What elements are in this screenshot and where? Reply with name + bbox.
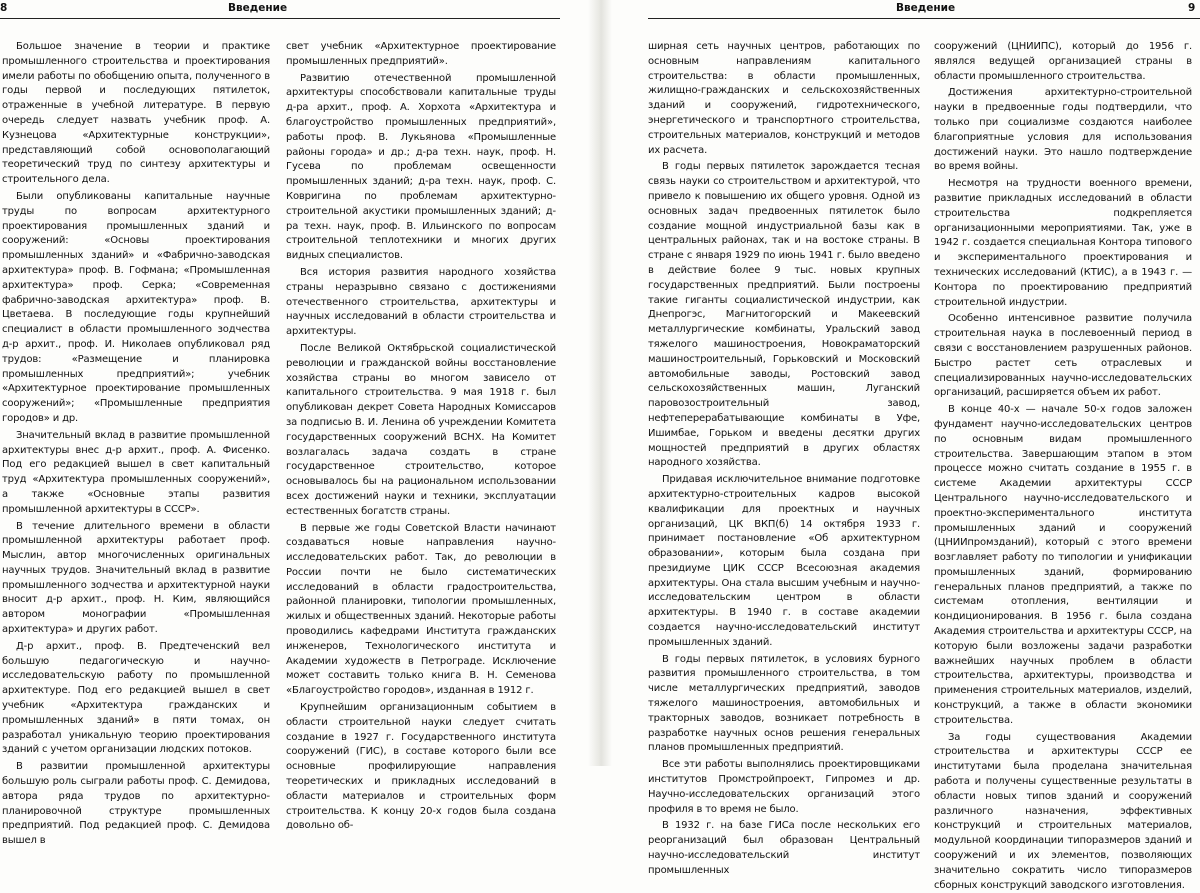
paragraph: Крупнейшим организационным событием в области строительной науки следует считать создание в 1927 г. Государственного института сооружений (ГИС), в составе которого были все основные профилирующие направления теоретических и прикладных исследований в области материалов и строительных форм строительства. К концу 20-х годов была создана довольно об- <box>286 702 556 832</box>
paragraph: Были опубликованы капитальные научные труды по вопросам архитектурного проектирования промышленных зданий и сооружений: «Основы проектирования промышленных зданий» и «Фабрично-заводская архитектура» проф. В. Гофмана; «Промышленная архитектура» проф. Серка; «Современная фабрично-заводская архитектура» проф. В. Цветаева. В последующие годы крупнейший специалист в области промышленного зодчества д-р архит., проф. И. Николаев опубликовал ряд трудов: «Размещение и планировка промышленных предприятий»; учебник «Архитектурное проектирование промышленных сооружений»; «Промышленные предприятия городов» и др. <box>2 190 270 424</box>
paragraph: В годы первых пятилеток зарождается тесная связь науки со строительством и архитектурой, что привело к повышению их общего уровня. Одной из основных задач предвоенных пятилеток было создание мощной индустриальной базы как в центральных районах, так и на востоке страны. В стране с января 1929 по июнь 1941 г. было введено в действие более 9 тыс. новых крупных государственных предприятий. Были построены такие гиганты социалистической индустрии, как Днепрогэс, Магнитогорский и Макеевский металлургические комбинаты, Уральский завод тяжелого машиностроения, Новокраматорский машиностроительный, Горьковский и Московский автомобильные заводы, Ростовский завод сельскохозяйственных машин, Луганский паровозостроительный завод, нефтеперерабатывающие комбинаты в Уфе, Ишимбае, Горьком и введены десятки других мощностей предприятий в других областях народного хозяйства. <box>648 161 920 469</box>
paragraph: Особенно интенсивное развитие получила строительная наука в послевоенный период в связи с восстановлением разрушенных районов. Быстро растет сеть отраслевых и специализированных научно-исследовательских организаций, расширяется объем их работ. <box>934 313 1192 399</box>
paragraph: В течение длительного времени в области промышленной архитектуры работает проф. Мыслин, автор многочисленных оригинальных научных трудов. Значительный вклад в развитие промышленного зодчества и архитектурной науки вносит д-р архит., проф. Н. Ким, являющийся автором монографии «Промышленная архитектура» и других работ. <box>2 520 270 636</box>
header-rule <box>648 18 1200 19</box>
paragraph: За годы существования Академии строительства и архитектуры СССР ее институтами была проделана значительная работа и получены существенные результаты в области новых типов зданий и сооружений различного назначения, эффективных конструкций и строительных материалов, модульной координации типоразмеров зданий и сооружений и их элементов, позволяющих значительно сократить число типоразмеров сборных конструкций заводского изготовления. <box>934 731 1192 891</box>
book-gutter <box>588 0 612 766</box>
paragraph: Вся история развития народного хозяйства страны неразрывно связано с достижениями отечественного строительства, архитектуры и научных исследований в области строительства и архитектуры. <box>286 266 556 338</box>
paragraph: свет учебник «Архитектурное проектирование промышленных предприятий». <box>286 41 556 67</box>
paragraph: Большое значение в теории и практике промышленного строительства и проектирования имели работы по обобщению опыта, полученного в годы первой и последующих пятилеток, отраженные в учебной литературе. В первую очередь следует назвать учебник проф. А. Кузнецова «Архитектурные конструкции», представляющий собой основополагающий теоретический труд по синтезу архитектуры и строительного дела. <box>2 41 270 186</box>
header-rule <box>0 18 560 19</box>
paragraph: Несмотря на трудности военного времени, развитие прикладных исследований в области строительства подкрепляется организационными мероприятиями. Так, уже в 1942 г. создается специальная Контора типового и экспериментального проектирования и технических исследований (КТИС), а в 1943 г. — Контора по проектированию предприятий строительной индустрии. <box>934 178 1192 308</box>
running-head: Введение <box>228 2 288 14</box>
paragraph: Развитию отечественной промышленной архитектуры способствовали капитальные труды д-ра архит., проф. А. Хорхота «Архитектура и благоустройство промышленных предприятий», работы проф. В. Лукьянова «Промышленные районы города» и др.; д-ра техн. наук, проф. Н. Гусева по проблемам освещенности промышленных зданий; д-ра техн. наук, проф. С. Ковригина по проблемам архитектурно-строительной акустики промышленных зданий; д-ра техн. наук, проф. В. Ильинского по вопросам строительной теплотехники и многих других видных специалистов. <box>286 72 556 262</box>
right-page <box>612 0 1200 891</box>
paragraph: В конце 40-х — начале 50-х годов заложен фундамент научно-исследовательских центров по основным видам промышленного строительства. Завершающим этапом в этом процессе можно считать создание в 1955 г. в системе Академии архитектуры СССР Центрального научно-исследовательского и проектно-экспериментального института промышленных зданий и сооружений (ЦНИИпромзданий), который с этого времени возглавляет работу по типологии и унификации промышленных зданий, формированию генеральных планов предприятий, а также по системам отопления, вентиляции и кондиционирования. В 1956 г. была создана Академия строительства и архитектуры СССР, на которую были возложены задачи разработки важнейших научных проблем в области строительства, архитектуры, производства и применения строительных материалов, изделий, конструкций, а также в области экономики строительства. <box>934 404 1192 726</box>
paragraph: В развитии промышленной архитектуры большую роль сыграли работы проф. С. Демидова, автора ряда трудов по архитектурно-планировочной структуре промышленных предприятий. Под редакцией проф. С. Демидова вышел в <box>2 761 270 847</box>
paragraph: сооружений (ЦНИИПС), который до 1956 г. являлся ведущей организацией страны в области промышленного строительства. <box>934 41 1192 82</box>
text-column-right <box>286 40 556 832</box>
text-column-left <box>2 40 270 847</box>
paragraph: Достижения архитектурно-строительной науки в предвоенные годы подтвердили, что только при социализме создаются наиболее благоприятные условия для использования достижений науки. Это нашло подтверждение во время войны. <box>934 87 1192 173</box>
text-column-right <box>934 40 1192 891</box>
page-number: 9 <box>1188 2 1196 14</box>
paragraph: Придавая исключительное внимание подготовке архитектурно-строительных кадров высокой квалификации для проектных и научных организаций, ЦК ВКП(б) 14 октября 1933 г. принимает постановление «Об архитектурном образовании», которым была создана при президиуме ЦИК СССР Всесоюзная академия архитектуры. Она стала высшим учебным и научно-исследовательским центром в области архитектуры. В 1940 г. в составе академии создается научно-исследовательский институт промышленных зданий. <box>648 474 920 648</box>
paragraph: Значительный вклад в развитие промышленной архитектуры внес д-р архит., проф. А. Фисенко. Под его редакцией вышел в свет капитальный труд «Архитектура промышленных сооружений», а также «Основные этапы развития промышленной архитектуры в СССР». <box>2 429 270 515</box>
text-column-left <box>648 40 920 876</box>
paragraph: ширная сеть научных центров, работающих по основным направлениям капитального строительства: в области промышленных, жилищно-гражданских и сельскохозяйственных зданий и сооружений, гидротехнического, энергетического и транспортного строительства, строительных материалов, конструкций и методов их расчета. <box>648 41 920 156</box>
paragraph: В первые же годы Советской Власти начинают создаваться новые направления научно-исследовательских работ. Так, до революции в России почти не было систематических исследований в области градостроительства, районной планировки, типологии промышленных, жилых и общественных зданий. Некоторые работы проводились кафедрами Института гражданских инженеров, Технологического института и Академии художеств в Петрограде. Исключение может составить только книга В. Н. Семенова «Благоустройство городов», изданная в 1912 г. <box>286 522 556 697</box>
paragraph: В годы первых пятилеток, в условиях бурного развития промышленного строительства, в том числе металлургических предприятий, заводов тяжелого машиностроения, автомобильных и тракторных заводов, возникает потребность в разработке научных основ решения генеральных планов промышленных предприятий. <box>648 653 920 754</box>
paragraph: Д-р архит., проф. В. Предтеченский вел большую педагогическую и научно-исследовательскую работу по промышленной архитектуре. Под его редакцией вышел в свет учебник «Архитектура гражданских и промышленных зданий» в пяти томах, он разработал уникальную теорию проектирования зданий с учетом организации людских потоков. <box>2 640 270 756</box>
page-number: 8 <box>0 2 8 14</box>
running-head: Введение <box>896 2 956 14</box>
paragraph: Все эти работы выполнялись проектировщиками институтов Промстройпроект, Гипромез и др. Научно-исследовательских организаций этого профиля в то время не было. <box>648 759 920 815</box>
paragraph: В 1932 г. на базе ГИСа после нескольких его реорганизаций был образован Центральный научно-исследовательский институт промышленных <box>648 820 920 876</box>
paragraph: После Великой Октябрьской социалистической революции и гражданской войны восстановление хозяйства страны во многом зависело от капитального строительства. 9 мая 1918 г. был опубликован декрет Совета Народных Комиссаров за подписью В. И. Ленина об учреждении Комитета государственных сооружений ВСНХ. На Комитет возлагалась задача создать в стране государственное строительство, которое основывалось бы на рациональном использовании всех достижений науки и техники, эксплуатации естественных богатств страны. <box>286 342 556 517</box>
left-page <box>0 0 588 847</box>
